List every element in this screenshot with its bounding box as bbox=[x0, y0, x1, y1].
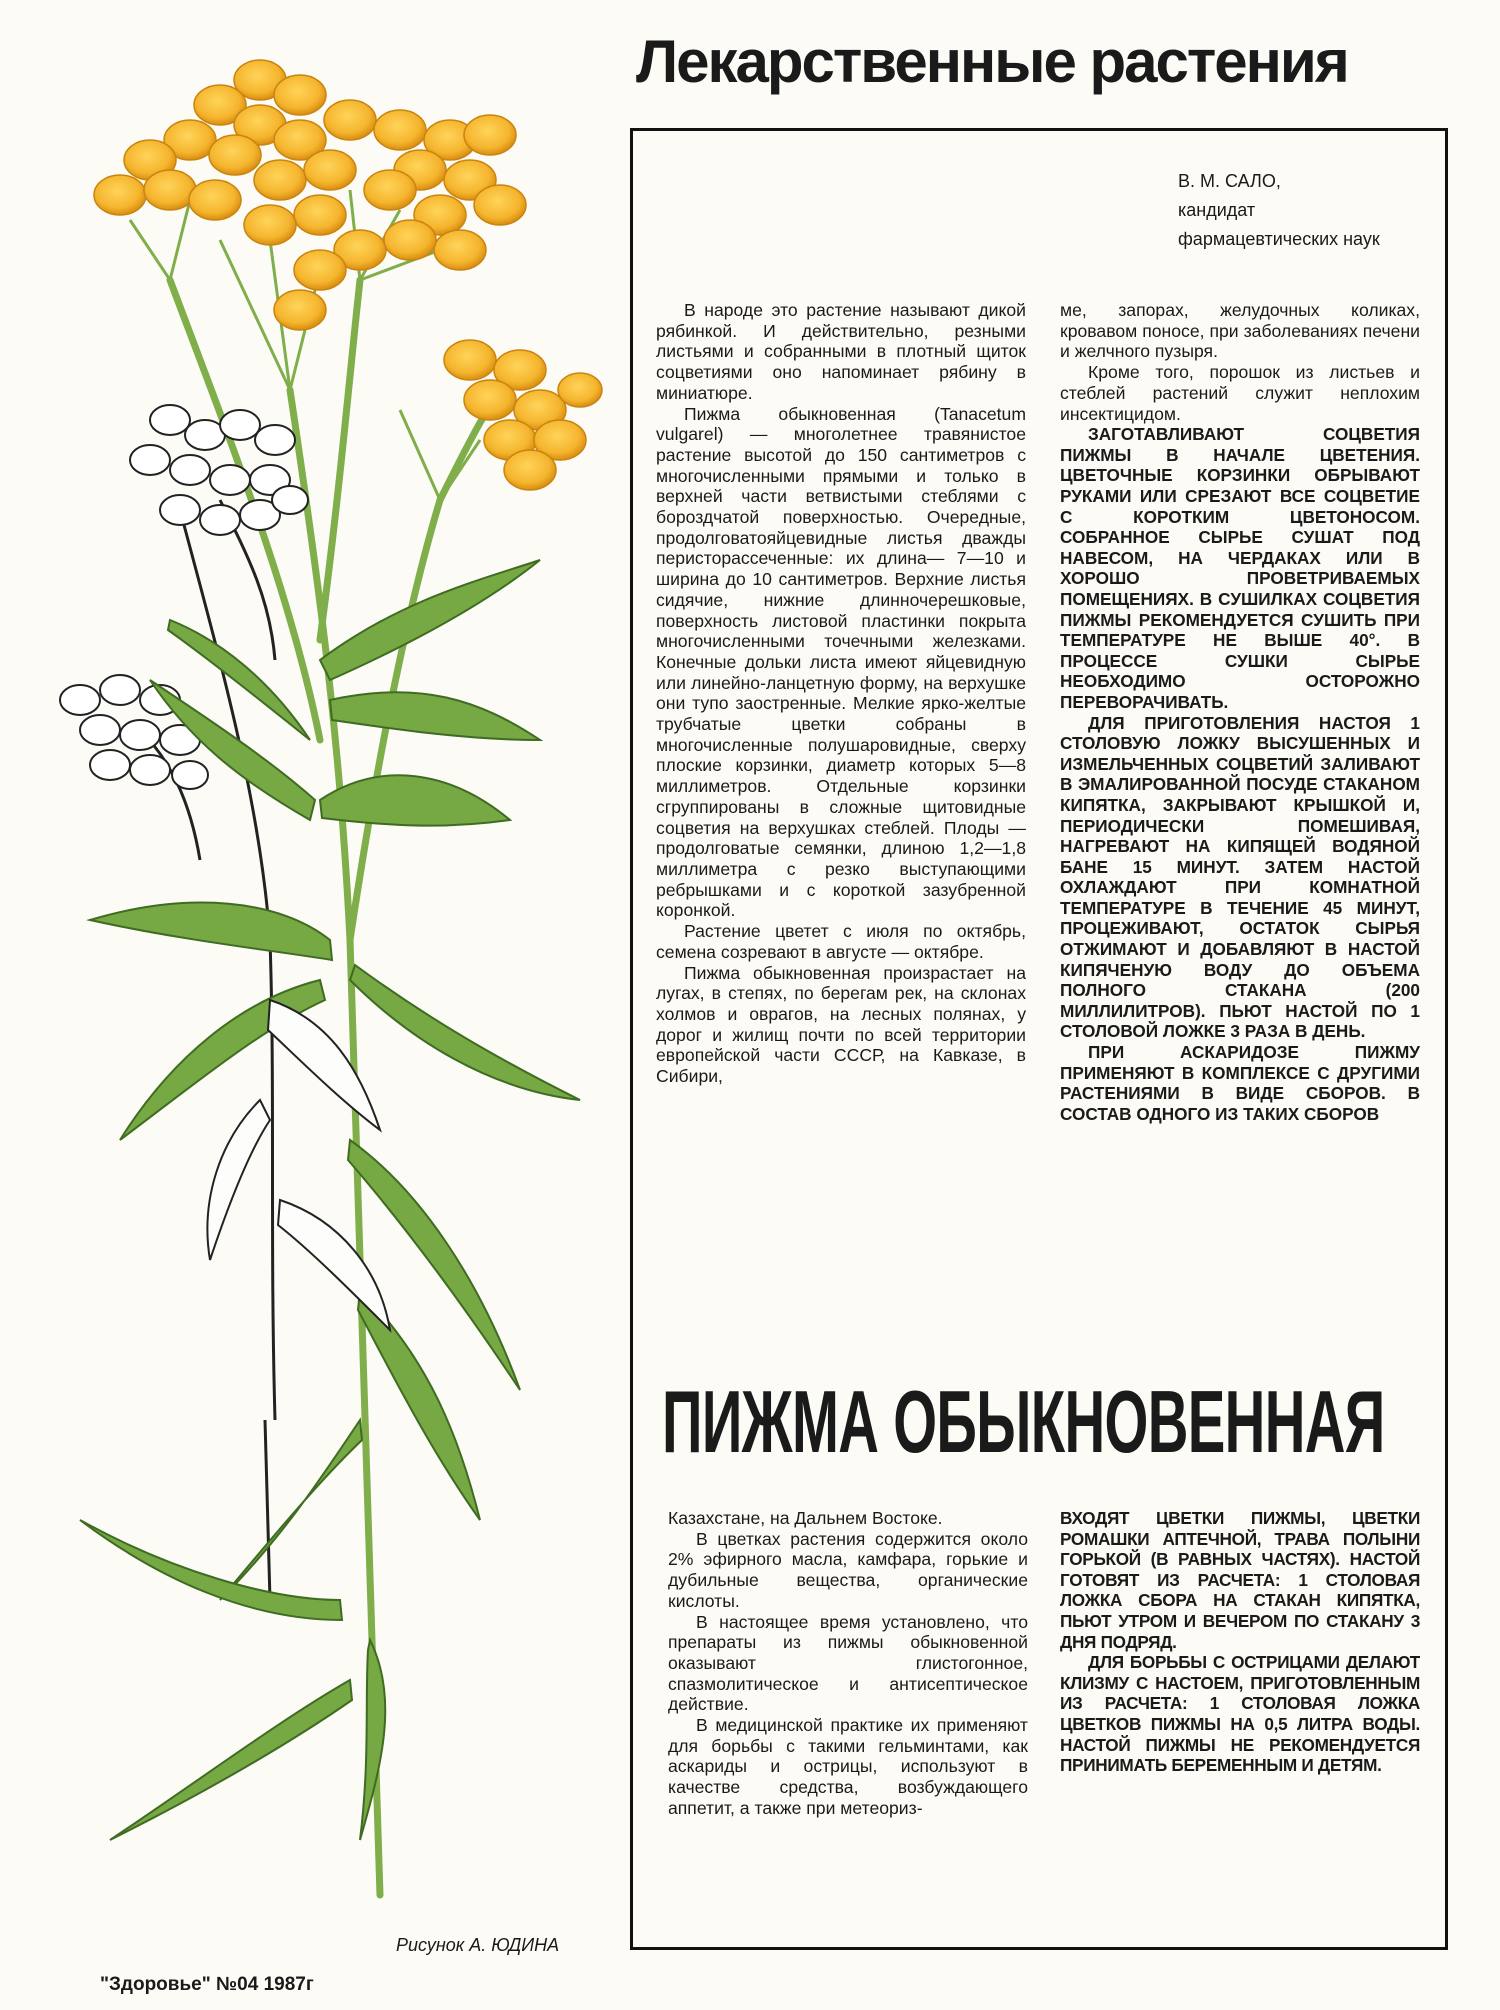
text-column-4 bbox=[1060, 1508, 1420, 1908]
text-column-3 bbox=[668, 1508, 1028, 1908]
paragraph-caps: ПРИ АСКАРИДОЗЕ ПИЖМУ ПРИМЕНЯЮТ В КОМПЛЕКСЕ С ДРУГИМИ РАСТЕНИЯМИ В ВИДЕ СБОРОВ. В СОСТАВ ОДНОГО ИЗ ТАКИХ СБОРОВ bbox=[1060, 1042, 1420, 1124]
paragraph: Растение цветет с июля по октябрь, семена созревают в августе — октябре. bbox=[656, 921, 1026, 962]
text-column-2 bbox=[1060, 300, 1420, 1342]
article-title: ПИЖМА ОБЫКНОВЕННАЯ bbox=[662, 1378, 1385, 1471]
paragraph: В цветках растения содержится около 2% эфирного масла, камфара, горькие и дубильные вещества, органические кислоты. bbox=[668, 1528, 1028, 1611]
section-title: Лекарственные растения bbox=[636, 28, 1348, 95]
paragraph-caps: ДЛЯ ПРИГОТОВЛЕНИЯ НАСТОЯ 1 СТОЛОВУЮ ЛОЖКУ ВЫСУШЕННЫХ И ИЗМЕЛЬЧЕННЫХ СОЦВЕТИЙ ЗАЛИВАЮТ В ЭМАЛИРОВАННОЙ ПОСУДЕ СТАКАНОМ КИПЯТКА, ЗАКРЫВАЮТ КРЫШКОЙ И, ПЕРИОДИЧЕСКИ ПОМЕШИВАЯ, НАГРЕВАЮТ НА КИПЯЩЕЙ ВОДЯНОЙ БАНЕ 15 МИНУТ. ЗАТЕМ НАСТОЙ ОХЛАЖДАЮТ ПРИ КОМНАТНОЙ ТЕМПЕРАТУРЕ В ТЕЧЕНИЕ 45 МИНУТ, ПРОЦЕЖИВАЮТ, ОСТАТОК СЫРЬЯ ОТЖИМАЮТ И ДОБАВЛЯЮТ В НАСТОЙ КИПЯЧЕНУЮ ВОДУ ДО ОБЪЕМА ПОЛНОГО СТАКАНА (200 МИЛЛИЛИТРОВ). ПЬЮТ НАСТОЙ ПО 1 СТОЛОВОЙ ЛОЖКЕ 3 РАЗА В ДЕНЬ. bbox=[1060, 712, 1420, 1042]
author-field: фармацевтических наук bbox=[1178, 228, 1380, 249]
illustration-credit: Рисунок А. ЮДИНА bbox=[396, 1935, 560, 1955]
paragraph: В медицинской практике их применяют для борьбы с такими гельминтами, как аскариды и острицы, используют в качестве средства, возбуждающего аппетит, а также при метеориз- bbox=[668, 1715, 1028, 1818]
leaves bbox=[80, 560, 580, 1840]
text-column-1 bbox=[656, 300, 1026, 1342]
author-degree: кандидат bbox=[1178, 199, 1256, 220]
paragraph: ме, запорах, желудочных коликах, кровавом поносе, при заболеваниях печени и желчного пузыря. bbox=[1060, 300, 1420, 362]
paragraph: В настоящее время установлено, что препараты из пижмы обыкновенной оказывают глистогонное, спазмолитическое и антисептическое действие. bbox=[668, 1611, 1028, 1715]
sketch-flower-heads bbox=[60, 405, 308, 789]
paragraph-caps: ЗАГОТАВЛИВАЮТ СОЦВЕТИЯ ПИЖМЫ В НАЧАЛЕ ЦВЕТЕНИЯ. ЦВЕТОЧНЫЕ КОРЗИНКИ ОБРЫВАЮТ РУКАМИ ИЛИ СРЕЗАЮТ ВСЕ СОЦВЕТИЕ С КОРОТКИМ ЦВЕТОНОСОМ. СОБРАННОЕ СЫРЬЕ СУШАТ ПОД НАВЕСОМ, НА ЧЕРДАКАХ ИЛИ В ХОРОШО ПРОВЕТРИВАЕМЫХ ПОМЕЩЕНИЯХ. В СУШИЛКАХ СОЦВЕТИЯ ПИЖМЫ РЕКОМЕНДУЕТСЯ СУШИТЬ ПРИ ТЕМПЕРАТУРЕ НЕ ВЫШЕ 40°. В ПРОЦЕССЕ СУШКИ СЫРЬЕ НЕОБХОДИМО ОСТОРОЖНО ПЕРЕВОРАЧИВАТЬ. bbox=[1060, 424, 1420, 712]
article-title-wrap bbox=[662, 1378, 1422, 1478]
paragraph: Пижма обыкновенная произрастает на лугах, в степях, по берегам рек, на склонах холмов и оврагов, на лесных полянах, у дорог и жилищ почти по всей территории европейской части СССР, на Кавказе, в Сибири, bbox=[656, 962, 1026, 1087]
paragraph: В народе это растение называют дикой рябинкой. И действительно, резными листьями и собранными в плотный щиток соцветиями оно напоминает рябину в миниатюре. bbox=[656, 300, 1026, 403]
paragraph: Казахстане, на Дальнем Востоке. bbox=[668, 1508, 943, 1528]
paragraph-caps: ДЛЯ БОРЬБЫ С ОСТРИЦАМИ ДЕЛАЮТ КЛИЗМУ С НАСТОЕМ, ПРИГОТОВЛЕННЫМ ИЗ РАСЧЕТА: 1 СТОЛОВАЯ ЛОЖКА ЦВЕТКОВ ПИЖМЫ НА 0,5 ЛИТРА ВОДЫ. НАСТОЙ ПИЖМЫ НЕ РЕКОМЕНДУЕТСЯ ПРИНИМАТЬ БЕРЕМЕННЫМ И ДЕТЯМ. bbox=[1060, 1652, 1420, 1776]
source-caption: "Здоровье" №04 1987г bbox=[100, 1974, 314, 1995]
author-name: В. М. САЛО, bbox=[1178, 171, 1281, 191]
tansy-illustration bbox=[20, 40, 630, 1920]
paragraph: Пижма обыкновенная (Tanacetum vulgarel) — многолетнее травянистое растение высотой до 150 сантиметров с многочисленными прямыми и только в верхней части ветвистыми стеблями с бороздчатой поверхностью. Очередные, продолговатояйцевидные листья дважды перисторассеченные: их длина— 7—10 и ширина до 10 сантиметров. Верхние листья сидячие, нижние длинночерешковые, поверхность листовой пластинки покрыта многочисленными точечными железками. Конечные дольки листа имеют яйцевидную или линейно-ланцетную форму, на верхушке они тупо заостренные. Мелкие ярко-желтые трубчатые цветки собраны в многочисленные полушаровидные, сверху плоские корзинки, диаметр которых 5—8 миллиметров. Отдельные корзинки сгруппированы в сложные щитовидные соцветия на верхушках стеблей. Плоды — продолговатые семянки, длиною 1,2—1,8 миллиметра с резко выступающими ребрышками и с короткой зазубренной коронкой. bbox=[656, 403, 1026, 921]
author-block bbox=[1178, 167, 1380, 253]
paragraph: Кроме того, порошок из листьев и стеблей растений служит неплохим инсектицидом. bbox=[1060, 362, 1420, 424]
paragraph-caps: ВХОДЯТ ЦВЕТКИ ПИЖМЫ, ЦВЕТКИ РОМАШКИ АПТЕЧНОЙ, ТРАВА ПОЛЫНИ ГОРЬКОЙ (В РАВНЫХ ЧАСТЯХ). НАСТОЙ ГОТОВЯТ ИЗ РАСЧЕТА: 1 СТОЛОВАЯ ЛОЖКА СБОРА НА СТАКАН КИПЯТКА, ПЬЮТ УТРОМ И ВЕЧЕРОМ ПО СТАКАНУ 3 ДНЯ ПОДРЯД. bbox=[1060, 1508, 1420, 1652]
